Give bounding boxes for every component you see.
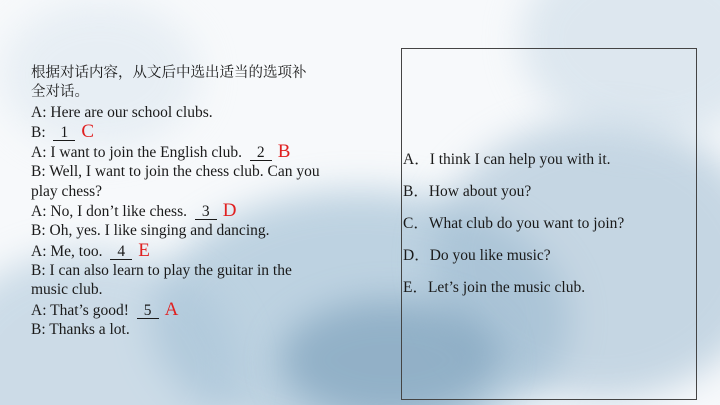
dialogue-text: play chess? xyxy=(31,182,103,200)
dialogue-text: B: Well, I want to join the chess club. Can you xyxy=(31,163,320,181)
answer-blank: 5 xyxy=(137,303,159,319)
dialogue-text: A: Me, too. xyxy=(31,242,111,260)
dialogue-text: A: Here are our school clubs. xyxy=(31,103,213,121)
dialogue-line xyxy=(31,320,391,339)
answer-blank: 2 xyxy=(250,145,272,161)
option-b: B．How about you? xyxy=(403,183,532,200)
handwritten-answer: E xyxy=(138,239,150,261)
answer-blank: 3 xyxy=(195,204,217,220)
answer-blank: 1 xyxy=(53,125,75,141)
dialogue-text: A: No, I don’t like chess. xyxy=(31,203,195,221)
option-a: A．I think I can help you with it. xyxy=(403,151,611,168)
answer-blank: 4 xyxy=(110,244,132,260)
dialogue-line xyxy=(31,201,391,221)
handwritten-answer: B xyxy=(277,141,291,163)
handwritten-answer: C xyxy=(81,120,95,142)
dialogue-line xyxy=(31,221,391,240)
dialogue-text: B: I can also learn to play the guitar in the xyxy=(31,261,292,279)
dialogue-line xyxy=(31,142,391,162)
option-d: D．Do you like music? xyxy=(403,247,551,264)
dialogue-text: B: Thanks a lot. xyxy=(31,320,130,338)
dialogue-line xyxy=(31,261,391,280)
dialogue-line xyxy=(31,241,391,261)
dialogue-text: B: xyxy=(31,123,54,141)
handwritten-answer: D xyxy=(222,200,237,222)
dialogue-line xyxy=(31,280,391,299)
dialogue-line xyxy=(31,300,391,320)
dialogue-lines xyxy=(31,103,391,340)
dialogue-line xyxy=(31,162,391,181)
dialogue-line xyxy=(31,122,391,142)
dialogue-panel xyxy=(31,64,391,339)
option-e: E．Let’s join the music club. xyxy=(403,279,586,296)
dialogue-line xyxy=(31,182,391,201)
dialogue-text: music club. xyxy=(31,281,103,299)
instruction-line-2: 全对话。 xyxy=(31,84,89,101)
dialogue-text: A: That’s good! xyxy=(31,301,137,319)
dialogue-line xyxy=(31,103,391,122)
handwritten-answer: A xyxy=(164,298,179,320)
instruction-line-1: 根据对话内容，从文后中选出适当的选项补 xyxy=(31,65,307,81)
option-c: C．What club do you want to join? xyxy=(403,215,625,232)
dialogue-text: A: I want to join the English club. xyxy=(31,144,250,162)
dialogue-text: B: Oh, yes. I like singing and dancing. xyxy=(31,222,270,240)
